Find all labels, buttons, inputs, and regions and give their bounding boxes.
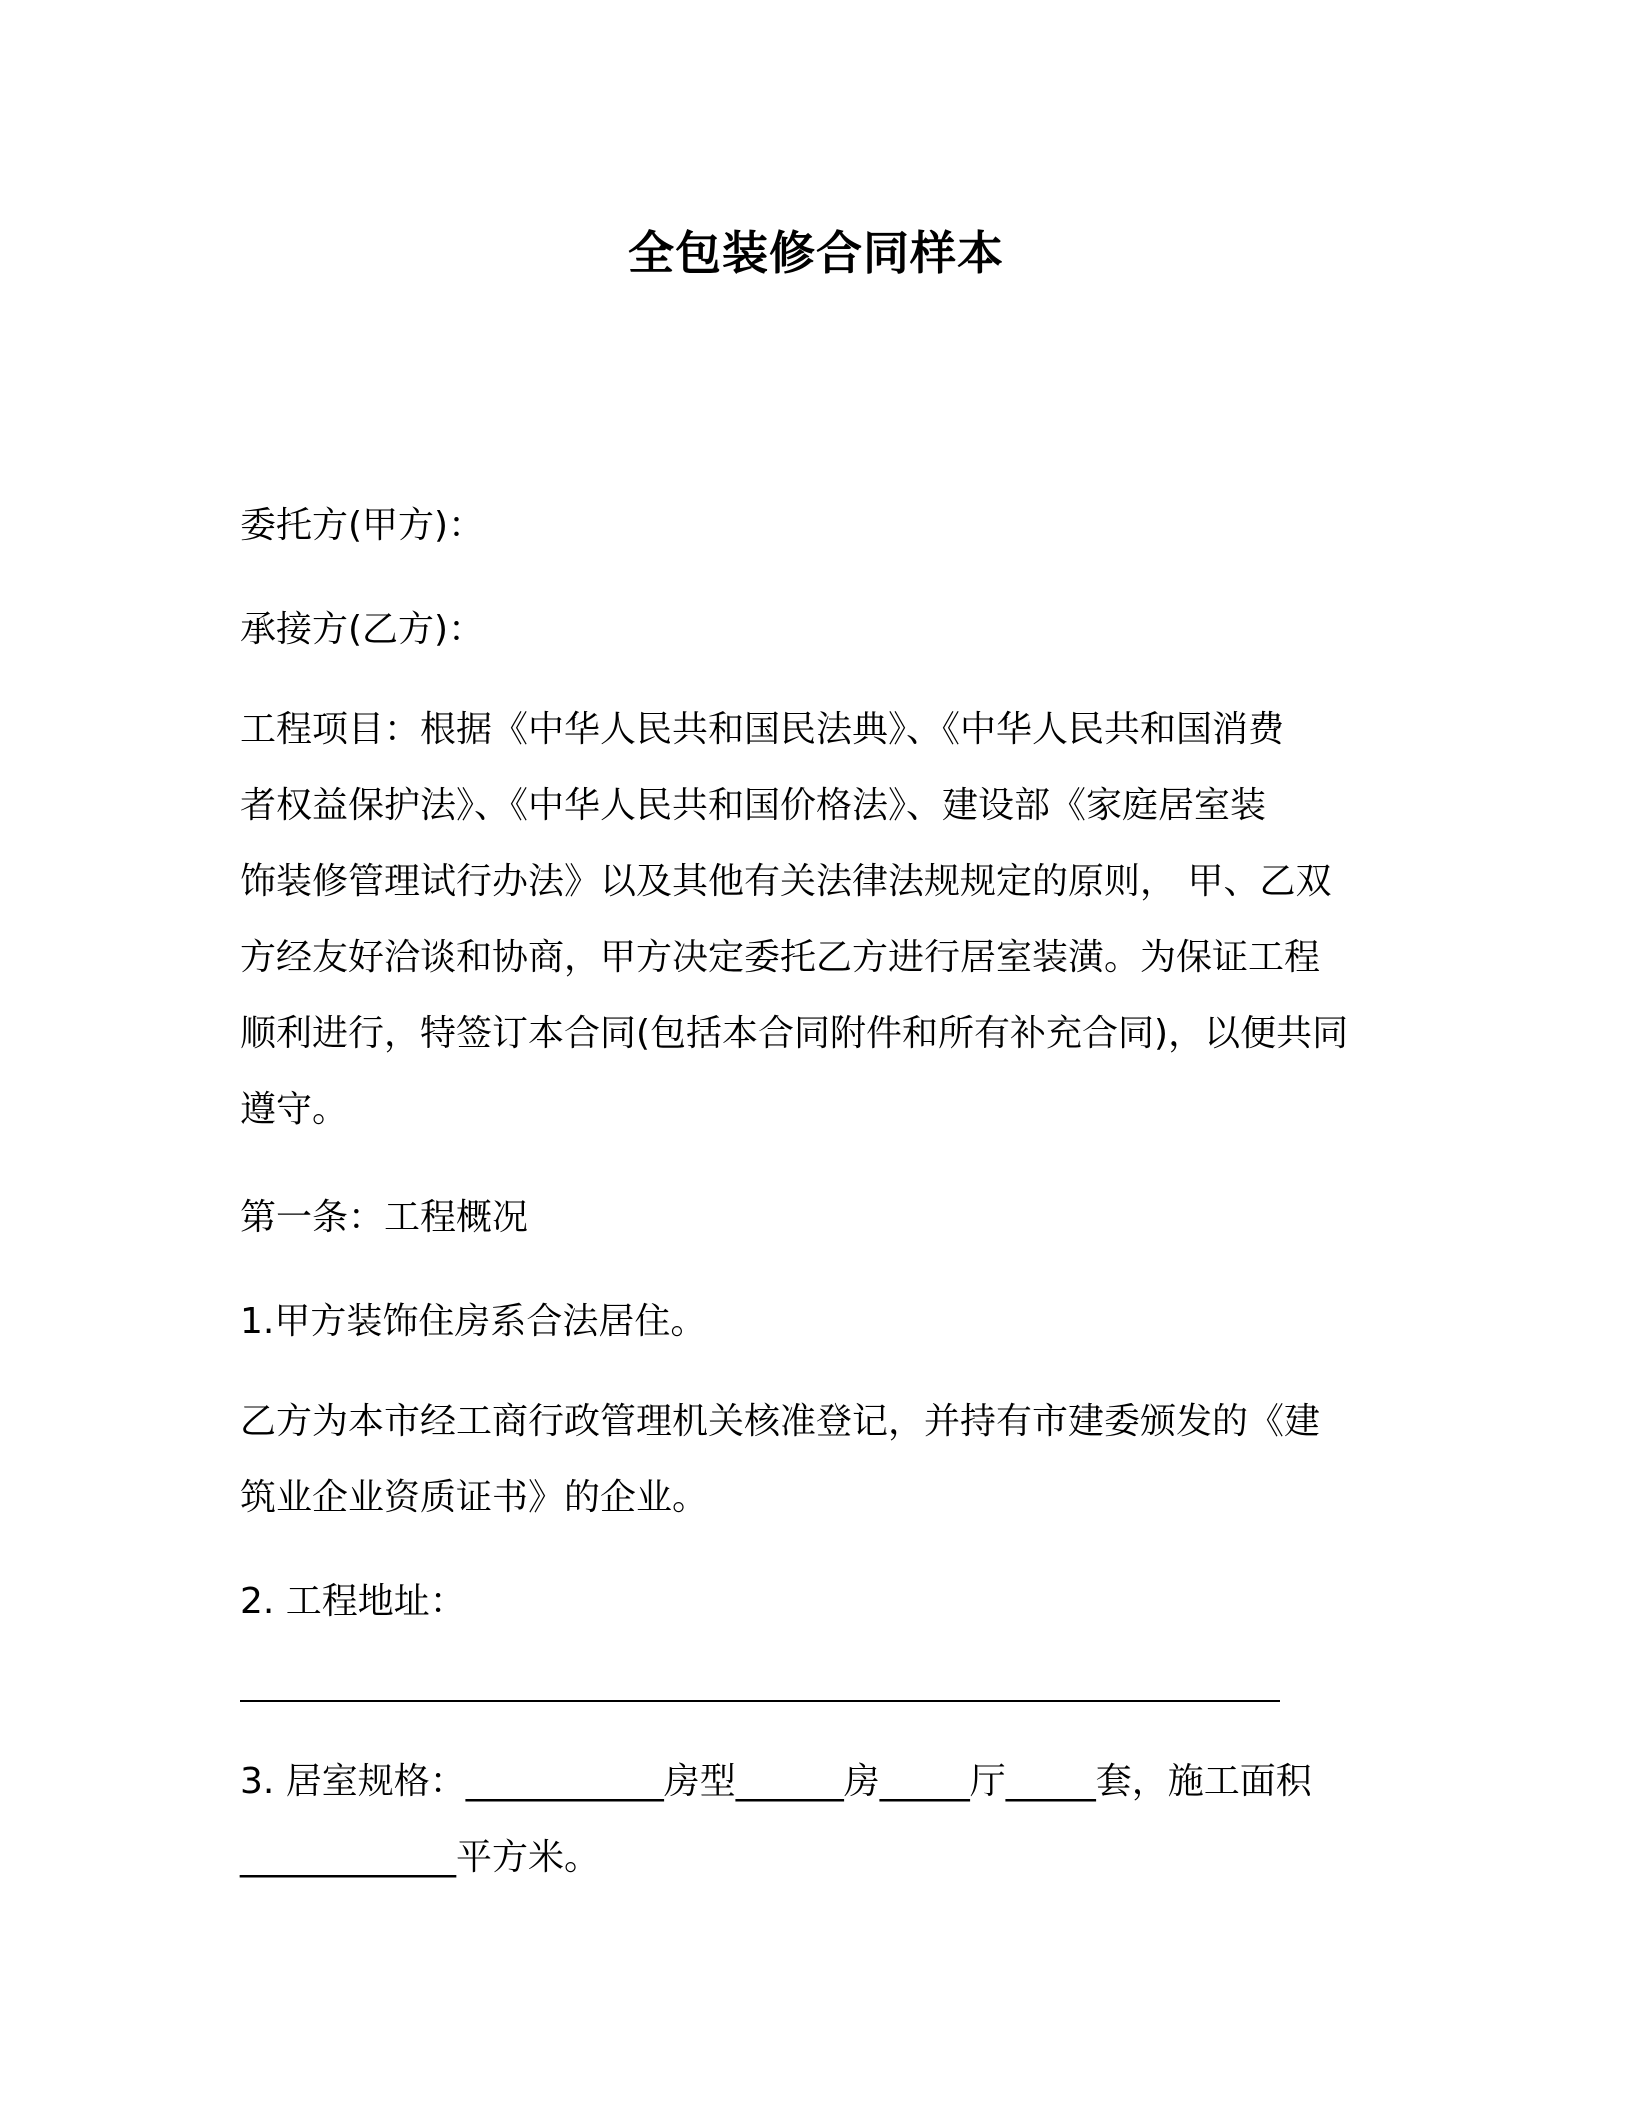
item-1-detail-line: 筑业企业资质证书》的企业。 (240, 1477, 709, 1518)
preamble-line: 方经友好洽谈和协商，甲方决定委托乙方进行居室装潢。为保证工程 (240, 937, 1321, 978)
item-1-detail-line: 乙方为本市经工商行政管理机关核准登记，并持有市建委颁发的《建 (240, 1401, 1321, 1442)
preamble-paragraph (240, 692, 1390, 1148)
item-3-room-spec (240, 1744, 1390, 1896)
item-1-detail (240, 1384, 1390, 1536)
party-a-line: 委托方(甲方)： (240, 505, 485, 546)
preamble-line: 顺利进行，特签订本合同(包括本合同附件和所有补充合同)，以便共同 (240, 1013, 1349, 1054)
address-blank-line (240, 1700, 1280, 1702)
item-2-address: 2. 工程地址： (240, 1581, 466, 1622)
preamble-line: 饰装修管理试行办法》以及其他有关法律法规规定的原则， 甲、乙双 (240, 861, 1332, 902)
article1-heading: 第一条：工程概况 (240, 1197, 529, 1238)
preamble-line: 遵守。 (240, 1089, 349, 1130)
item-3-line: 3. 居室规格：___________房型______房_____厅_____套，施工面积 (240, 1761, 1312, 1802)
item-1: 1.甲方装饰住房系合法居住。 (240, 1301, 707, 1342)
document-title: 全包装修合同样本 (628, 226, 1004, 280)
preamble-line: 工程项目：根据《中华人民共和国民法典》、《中华人民共和国消费 (240, 709, 1285, 750)
preamble-line: 者权益保护法》、《中华人民共和国价格法》、建设部《家庭居室装 (240, 785, 1267, 826)
item-3-line: ____________平方米。 (240, 1837, 601, 1878)
party-b-line: 承接方(乙方)： (240, 609, 485, 650)
